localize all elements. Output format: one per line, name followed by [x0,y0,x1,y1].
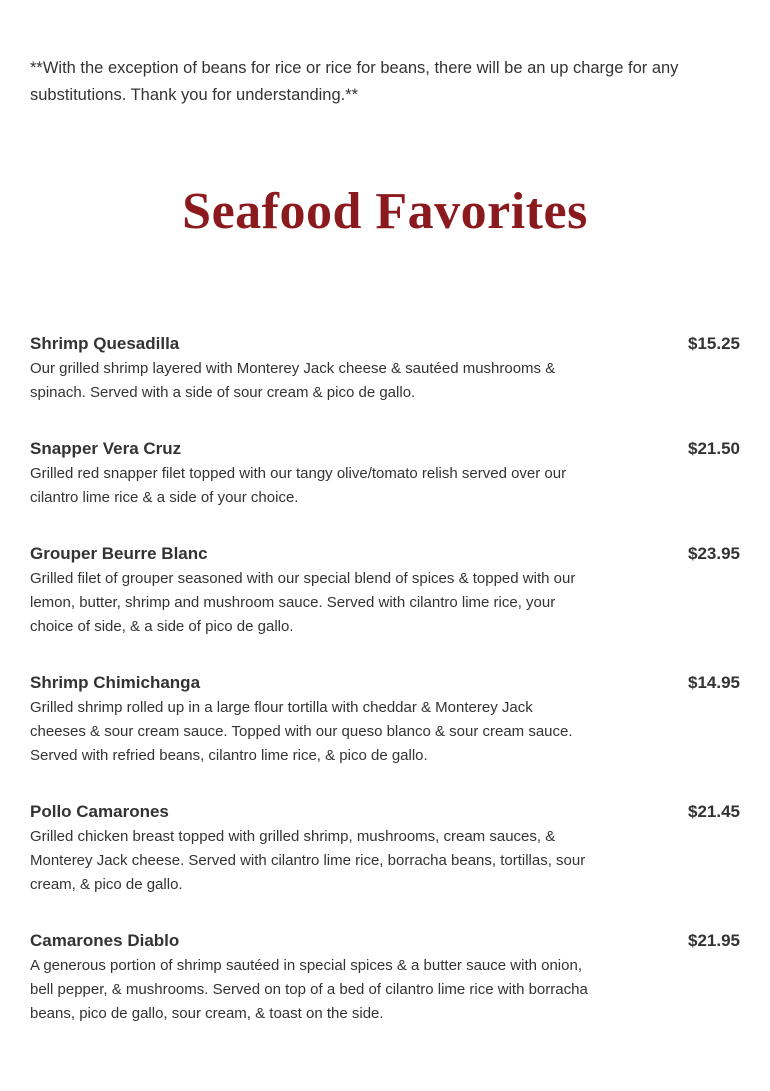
menu-item-name: Grouper Beurre Blanc [30,544,208,563]
menu-item-description: Grilled filet of grouper seasoned with our special blend of spices & topped with our lemon, butter, shrimp and mushroom sauce. Served with cilantro lime rice, your choice of side, & a side of pico de gallo. [30,570,576,635]
menu-item [30,669,740,798]
menu-item-description: Grilled red snapper filet topped with our tangy olive/tomato relish served over our cilantro lime rice & a side of your choice. [30,465,567,506]
menu-item-description: Grilled shrimp rolled up in a large flour tortilla with cheddar & Monterey Jack cheeses & sour cream sauce. Topped with our queso blanco & sour cream sauce. Served with refried beans, cilantro lime rice, & pico de gallo. [30,699,573,764]
menu-item-price: $21.45 [688,802,740,821]
menu-item-list [30,330,740,1056]
menu-item-price: $23.95 [688,544,740,563]
menu-item-description: Grilled chicken breast topped with grilled shrimp, mushrooms, cream sauces, & Monterey Jack cheese. Served with cilantro lime rice, borracha beans, tortillas, sour cream, & pico de gallo. [30,828,586,893]
menu-item [30,435,740,540]
menu-item-description: A generous portion of shrimp sautéed in special spices & a butter sauce with onion, bell pepper, & mushrooms. Served on top of a bed of cilantro lime rice with borracha beans, pico de gallo, sour cream, & toast on the side. [30,957,588,1022]
menu-item-price: $15.25 [688,334,740,353]
menu-item-price: $14.95 [688,673,740,692]
menu-item-name: Camarones Diablo [30,931,180,950]
menu-item-name: Pollo Camarones [30,802,169,821]
menu-item [30,927,740,1056]
menu-item [30,330,740,435]
section-title: Seafood Favorites [182,183,588,240]
substitution-notice: **With the exception of beans for rice or rice for beans, there will be an up charge for any substitutions. Thank you for understanding.** [30,59,679,104]
menu-item-description: Our grilled shrimp layered with Monterey Jack cheese & sautéed mushrooms & spinach. Served with a side of sour cream & pico de gallo. [30,360,556,401]
menu-item-price: $21.95 [688,931,740,950]
menu-item [30,540,740,669]
menu-item-name: Shrimp Quesadilla [30,334,180,353]
menu-item-name: Shrimp Chimichanga [30,673,201,692]
menu-item [30,798,740,927]
menu-item-price: $21.50 [688,439,740,458]
menu-item-name: Snapper Vera Cruz [30,439,182,458]
